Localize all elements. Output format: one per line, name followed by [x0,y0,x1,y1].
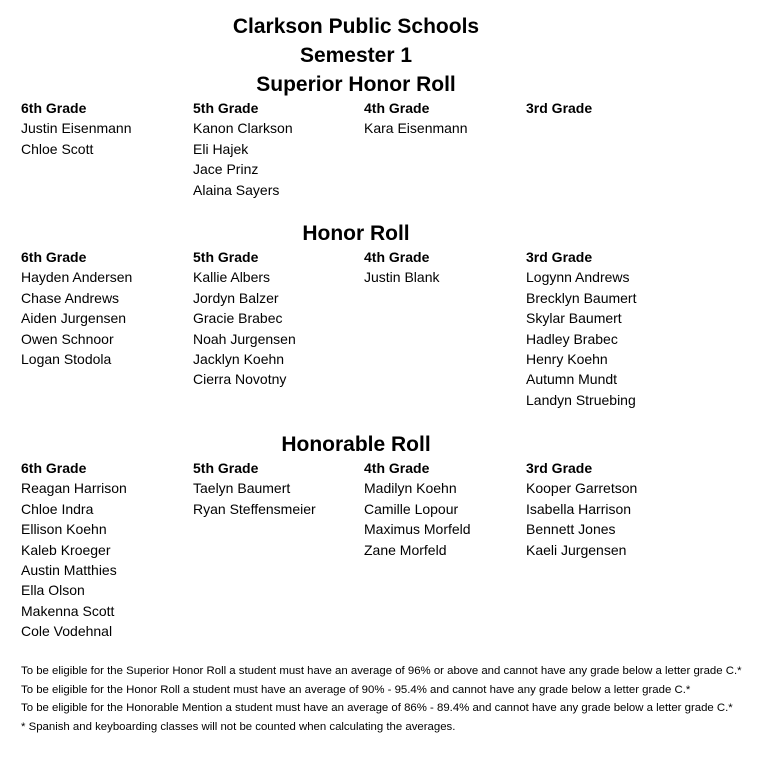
student-name: Chloe Scott [21,140,94,157]
student-name: Kanon Clarkson [193,120,293,137]
student-list [364,267,439,287]
student-name: Kaeli Jurgensen [526,541,627,558]
student-list [21,118,132,159]
student-name: Autumn Mundt [526,371,618,388]
student-name: Alaina Sayers [193,181,280,198]
student-name: Kallie Albers [193,269,271,286]
student-name: Brecklyn Baumert [526,289,637,306]
student-name: Cole Vodehnal [21,623,113,640]
student-name: Maximus Morfeld [364,521,471,538]
student-list [193,267,296,389]
superior-6th-grade-column [21,98,132,159]
section-title-honor-roll: Honor Roll [302,222,410,245]
student-name: Cierra Novotny [193,371,287,388]
student-name: Austin Matthies [21,562,117,579]
grade-heading: 4th Grade [364,100,430,116]
grade-heading: 3rd Grade [526,249,593,265]
student-name: Ryan Steffensmeier [193,500,316,517]
student-name: Madilyn Koehn [364,480,457,497]
honor-3rd-grade-column [526,247,636,410]
student-name: Zane Morfeld [364,541,447,558]
student-list [364,118,468,138]
section-title-honorable-roll: Honorable Roll [281,433,431,456]
student-name: Ellison Koehn [21,521,107,538]
student-name: Jordyn Balzer [193,289,279,306]
student-name: Kara Eisenmann [364,120,468,137]
student-name: Owen Schnoor [21,330,114,347]
eligibility-footnotes [21,662,766,737]
student-name: Isabella Harrison [526,500,632,517]
superior-honor-roll-criteria: To be eligible for the Superior Honor Roll a student must have an average of 96% or above and cannot have any grade below a letter grade C.* [21,665,742,677]
student-name: Reagan Harrison [21,480,127,497]
grade-heading: 3rd Grade [526,100,593,116]
superior-4th-grade-column [364,98,468,139]
student-name: Chloe Indra [21,500,94,517]
school-name: Clarkson Public Schools [232,15,480,38]
student-name: Eli Hajek [193,140,249,157]
grade-heading: 4th Grade [364,249,430,265]
grade-heading: 5th Grade [193,100,259,116]
honor-roll-criteria: To be eligible for the Honor Roll a student must have an average of 90% - 95.4% and cannot have any grade below a letter grade C.* [21,683,691,696]
student-name: Skylar Baumert [526,310,622,327]
student-list [364,478,471,560]
student-name: Logynn Andrews [526,269,630,286]
student-name: Kaleb Kroeger [21,541,111,558]
student-name: Henry Koehn [526,351,608,368]
student-name: Jacklyn Koehn [193,351,285,368]
superior-3rd-grade-column [526,98,592,118]
student-list [21,478,127,641]
honor-4th-grade-column [364,247,439,288]
section-title-superior-honor-roll: Superior Honor Roll [256,73,456,96]
superior-5th-grade-column [193,98,293,200]
student-list [193,118,293,200]
student-list [526,478,637,560]
student-name: Bennett Jones [526,521,616,538]
semester-title: Semester 1 [299,44,413,67]
student-name: Camille Lopour [364,500,459,517]
honorable-3rd-grade-column [526,458,637,560]
student-name: Kooper Garretson [526,480,638,497]
student-list [21,267,132,369]
honor-6th-grade-column [21,247,132,369]
grade-heading: 6th Grade [21,100,87,116]
student-name: Noah Jurgensen [193,330,296,347]
student-name: Hadley Brabec [526,330,618,347]
student-name: Chase Andrews [21,289,120,306]
honor-5th-grade-column [193,247,296,390]
student-name: Ella Olson [21,582,85,599]
student-name: Taelyn Baumert [193,480,291,497]
student-name: Aiden Jurgensen [21,310,127,327]
student-list [526,267,636,410]
student-name: Gracie Brabec [193,310,283,327]
student-name: Justin Blank [364,269,440,286]
grade-heading: 6th Grade [21,460,87,476]
student-name: Makenna Scott [21,602,115,619]
honorable-6th-grade-column [21,458,127,642]
honorable-5th-grade-column [193,458,316,519]
student-name: Logan Stodola [21,351,112,368]
student-name: Justin Eisenmann [21,120,132,137]
grade-heading: 4th Grade [364,460,430,476]
excluded-classes-note: * Spanish and keyboarding classes will not be counted when calculating the averages. [21,721,456,734]
student-name: Landyn Struebing [526,391,636,408]
student-name: Jace Prinz [193,161,259,178]
grade-heading: 3rd Grade [526,460,593,476]
grade-heading: 5th Grade [193,460,259,476]
grade-heading: 6th Grade [21,249,87,265]
grade-heading: 5th Grade [193,249,259,265]
student-list [193,478,316,519]
student-name: Hayden Andersen [21,269,133,286]
honorable-4th-grade-column [364,458,471,560]
honorable-mention-criteria: To be eligible for the Honorable Mention a student must have an average of 86% - 89.4% and cannot have any grade below a letter grade C.* [21,702,733,715]
